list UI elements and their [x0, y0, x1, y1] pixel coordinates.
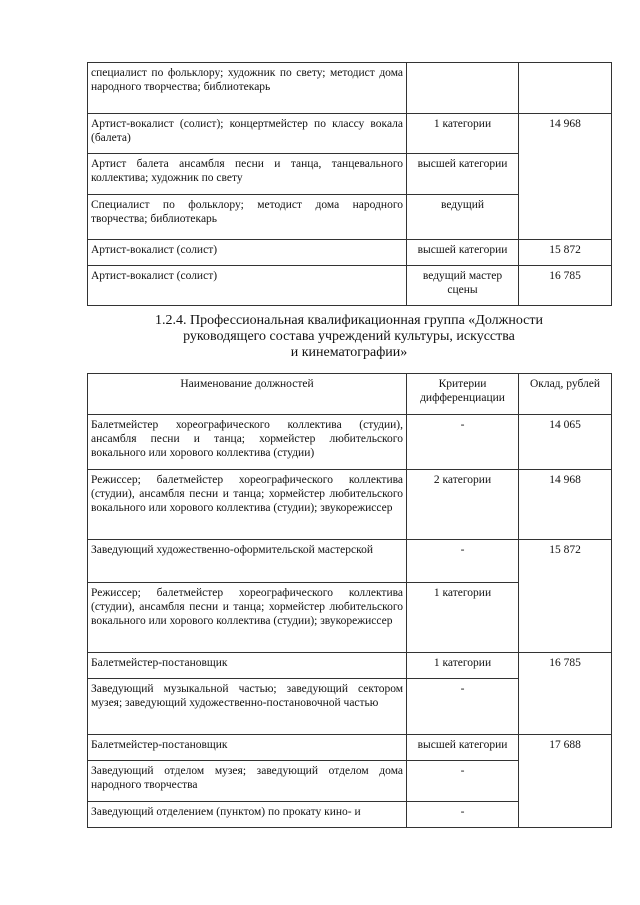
- salary-cell: 15 872: [519, 540, 612, 653]
- position-cell: Балетмейстер-постановщик: [88, 653, 407, 679]
- salary-cell: 14 968: [519, 470, 612, 540]
- position-cell: Артист-вокалист (солист): [88, 266, 407, 306]
- salary-cell: [519, 63, 612, 114]
- column-header-name: Наименование должностей: [88, 374, 407, 415]
- criteria-cell: -: [407, 761, 519, 802]
- criteria-cell: 2 категории: [407, 470, 519, 540]
- table-row: [88, 653, 612, 679]
- salary-cell: 16 785: [519, 653, 612, 735]
- column-header-criteria: Критерии дифференциации: [407, 374, 519, 415]
- heading-line: 1.2.4. Профессиональная квалификационная группа «Должности: [155, 313, 543, 328]
- criteria-cell: -: [407, 415, 519, 470]
- position-cell: Артист-вокалист (солист): [88, 240, 407, 266]
- criteria-cell: -: [407, 802, 519, 828]
- column-header-salary: Оклад, рублей: [519, 374, 612, 415]
- table-row: [88, 266, 612, 306]
- criteria-cell: ведущий: [407, 195, 519, 240]
- salary-cell: 16 785: [519, 266, 612, 306]
- criteria-cell: ведущий мастер сцены: [407, 266, 519, 306]
- position-cell: Специалист по фольклору; методист дома народного творчества; библиотекарь: [88, 195, 407, 240]
- table-header-row: [88, 374, 612, 415]
- position-cell: Заведующий отделением (пунктом) по прокату кино- и: [88, 802, 407, 828]
- table-row: [88, 114, 612, 154]
- position-cell: Балетмейстер хореографического коллектива (студии), ансамбля песни и танца; хормейстер любительского вокального или хорового коллектива (студии): [88, 415, 407, 470]
- position-cell: Артист-вокалист (солист); концертмейстер по классу вокала (балета): [88, 114, 407, 154]
- criteria-cell: 1 категории: [407, 653, 519, 679]
- position-cell: Заведующий художественно-оформительской мастерской: [88, 540, 407, 583]
- table-row: [88, 470, 612, 540]
- table-row: [88, 415, 612, 470]
- criteria-cell: высшей категории: [407, 154, 519, 195]
- table-row: [88, 63, 612, 114]
- table-row: [88, 540, 612, 583]
- criteria-cell: высшей категории: [407, 735, 519, 761]
- table-row: [88, 735, 612, 761]
- heading-line: и кинематографии»: [290, 345, 408, 360]
- criteria-cell: высшей категории: [407, 240, 519, 266]
- salary-cell: 14 065: [519, 415, 612, 470]
- criteria-cell: [407, 63, 519, 114]
- position-cell: Режиссер; балетмейстер хореографического коллектива (студии), ансамбля песни и танца; хормейстер любительского вокального или хорового коллектива (студии); звукорежиссер: [88, 583, 407, 653]
- criteria-cell: 1 категории: [407, 114, 519, 154]
- position-cell: специалист по фольклору; художник по свету; методист дома народного творчества; библиотекарь: [88, 63, 407, 114]
- salary-cell: 17 688: [519, 735, 612, 828]
- salary-cell: 15 872: [519, 240, 612, 266]
- section-heading: [87, 313, 611, 361]
- position-cell: Заведующий музыкальной частью; заведующий сектором музея; заведующий художественно-постановочной частью: [88, 679, 407, 735]
- position-cell: Заведующий отделом музея; заведующий отделом дома народного творчества: [88, 761, 407, 802]
- salary-table-leadership: [87, 373, 612, 828]
- criteria-cell: -: [407, 540, 519, 583]
- criteria-cell: 1 категории: [407, 583, 519, 653]
- table-row: [88, 240, 612, 266]
- position-cell: Балетмейстер-постановщик: [88, 735, 407, 761]
- heading-line: руководящего состава учреждений культуры, искусства: [183, 329, 515, 344]
- position-cell: Режиссер; балетмейстер хореографического коллектива (студии), ансамбля песни и танца; хормейстер любительского вокального или хорового коллектива (студии); звукорежиссер: [88, 470, 407, 540]
- position-cell: Артист балета ансамбля песни и танца, танцевального коллектива; художник по свету: [88, 154, 407, 195]
- criteria-cell: -: [407, 679, 519, 735]
- salary-cell: 14 968: [519, 114, 612, 240]
- salary-table-top: [87, 62, 612, 306]
